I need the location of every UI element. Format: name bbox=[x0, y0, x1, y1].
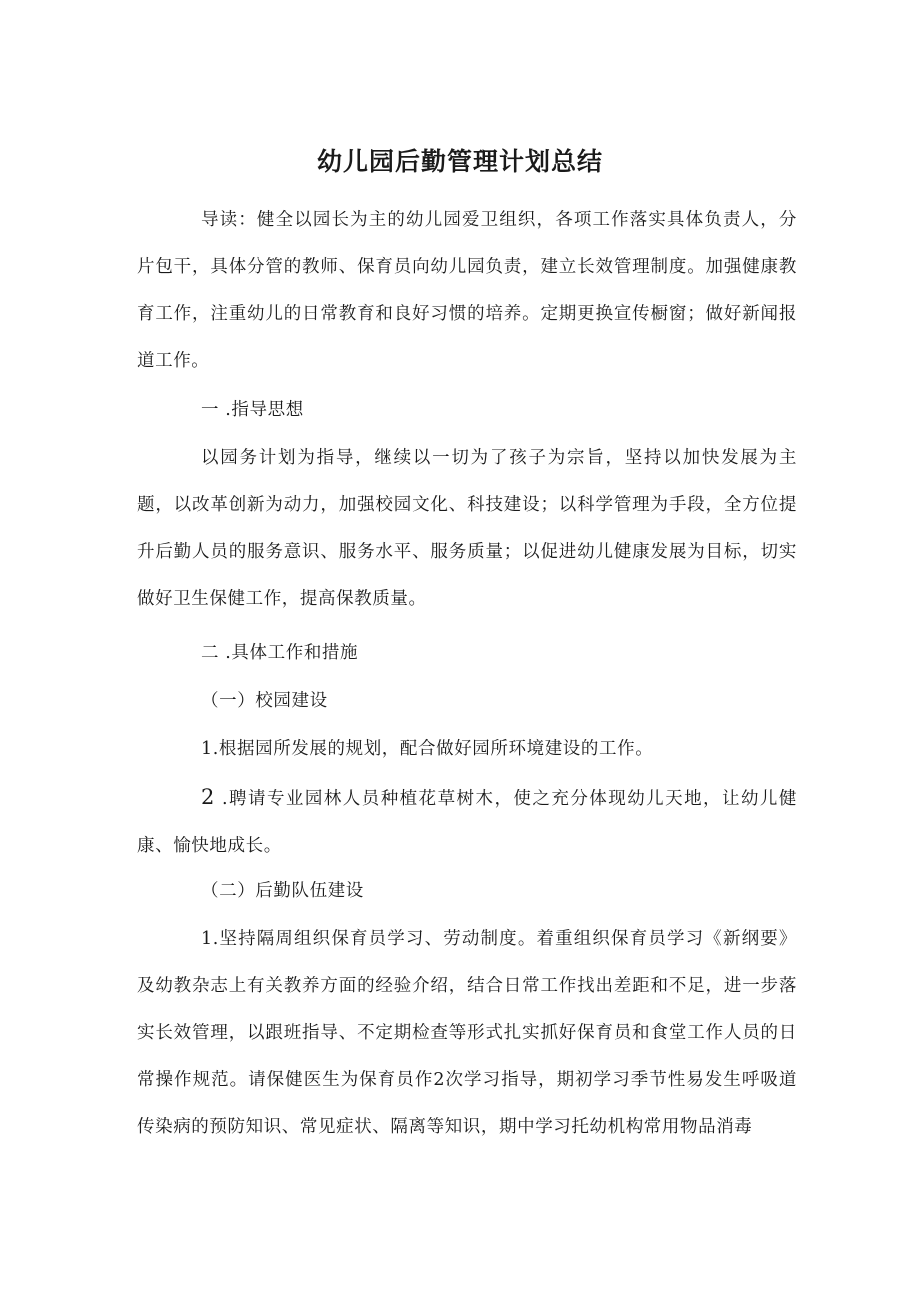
item-2-text: .聘请专业园林人员种植花草树木，使之充分体现幼儿天地，让幼儿健康、愉快地成长。 bbox=[137, 789, 797, 856]
subsection-2-heading: （二）后勤队伍建设 bbox=[201, 881, 364, 901]
document-title: 幼儿园后勤管理计划总结 bbox=[316, 147, 603, 176]
section-1-heading: 一 .指导思想 bbox=[201, 400, 304, 420]
intro-paragraph: 导读：健全以园长为主的幼儿园爱卫组织，各项工作落实具体负责人，分片包干，具体分管的教师、保育员向幼儿园负责，建立长效管理制度。加强健康教育工作，注重幼儿的日常教育和良好习惯的培养。定期更换宣传橱窗；做好新闻报道工作。 bbox=[137, 210, 797, 371]
section-2-heading: 二 .具体工作和措施 bbox=[201, 643, 359, 663]
subsection-1-item-1: 1.根据园所发展的规划，配合做好园所环境建设的工作。 bbox=[201, 739, 654, 759]
section-1-paragraph: 以园务计划为指导，继续以一切为了孩子为宗旨，坚持以加快发展为主题，以改革创新为动力，加强校园文化、科技建设；以科学管理为手段，全方位提升后勤人员的服务意识、服务水平、服务质量；以促进幼儿健康发展为目标，切实做好卫生保健工作，提高保教质量。 bbox=[137, 448, 797, 609]
subsection-1-heading: （一）校园建设 bbox=[201, 691, 328, 711]
item-2-number: 2 bbox=[201, 785, 215, 809]
subsection-1-item-2 bbox=[137, 774, 797, 870]
subsection-2-item-1: 1.坚持隔周组织保育员学习、劳动制度。着重组织保育员学习《新纲要》及幼教杂志上有关教养方面的经验介绍，结合日常工作找出差距和不足，进一步落实长效管理，以跟班指导、不定期检查等形式扎实抓好保育员和食堂工作人员的日常操作规范。请保健医生为保育员作2次学习指导，期初学习季节性易发生呼吸道传染病的预防知识、常见症状、隔离等知识，期中学习托幼机构常用物品消毒 bbox=[137, 929, 797, 1137]
